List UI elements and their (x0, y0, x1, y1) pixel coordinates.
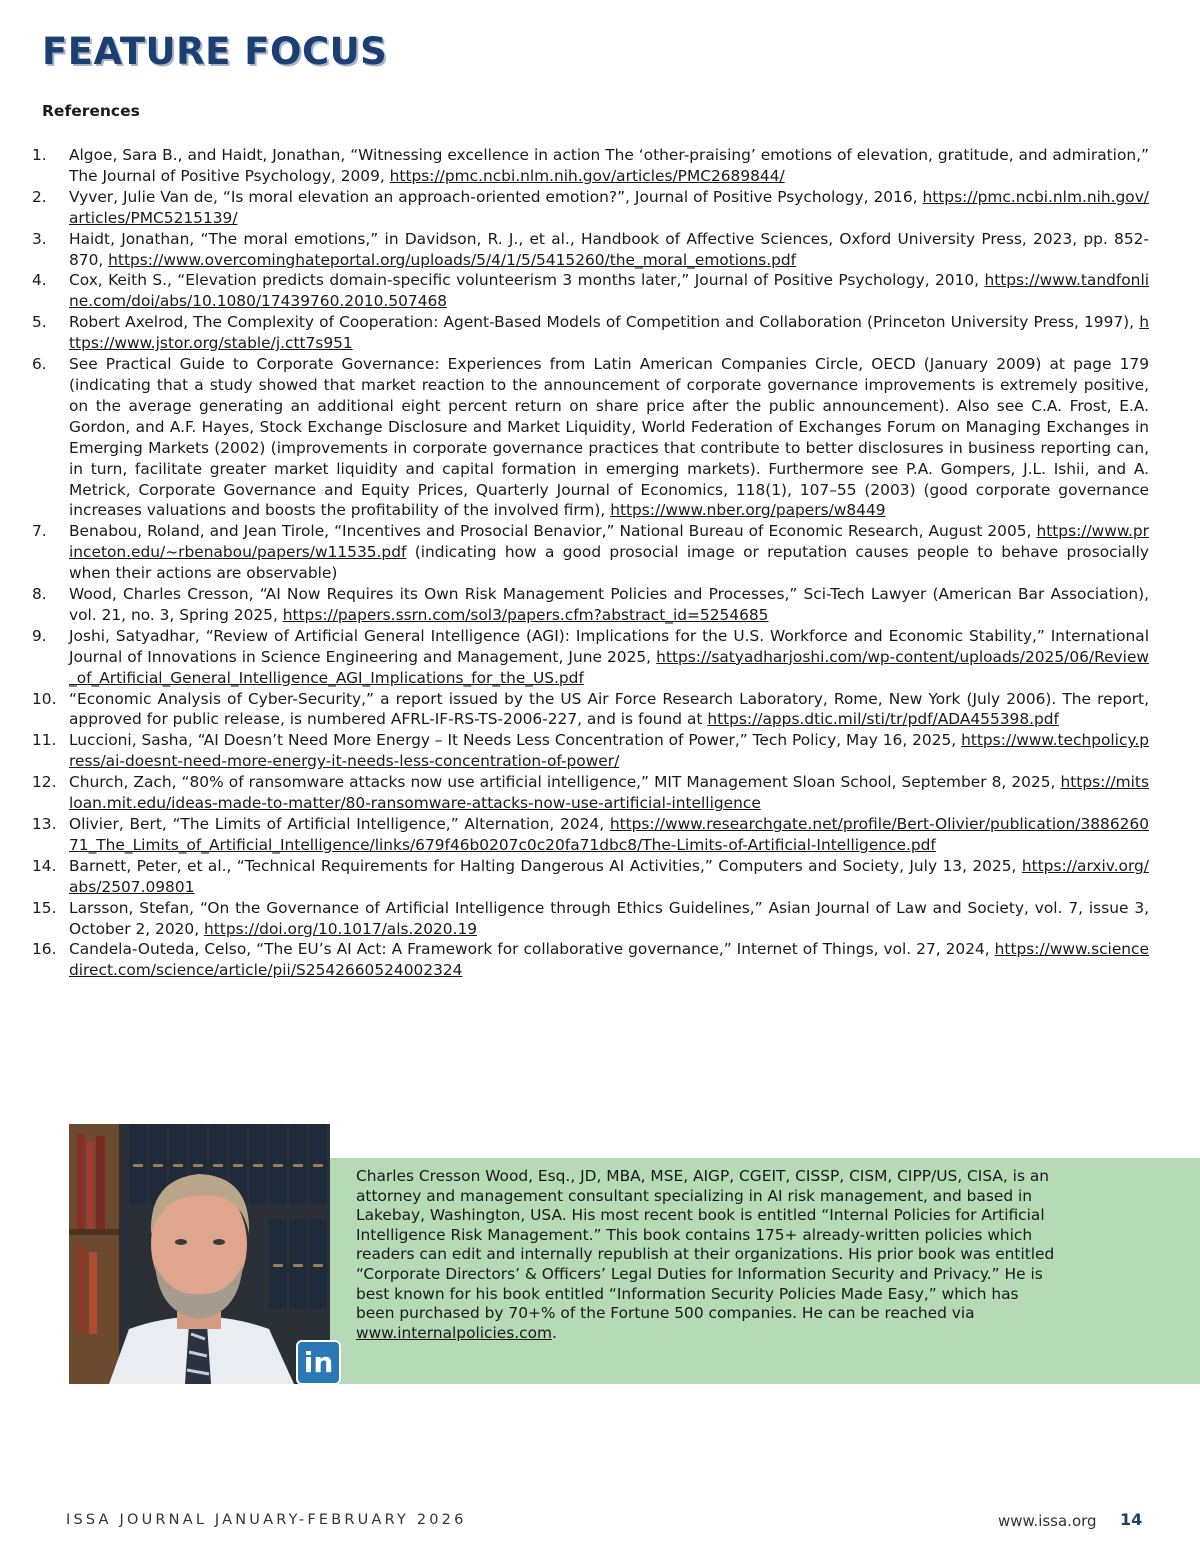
linkedin-label: in (303, 1346, 334, 1379)
reference-text: Larsson, Stefan, “On the Governance of Artificial Intelligence through Ethics Guidelines,” Asian Journal of Law and Society, vol. 7, issue 3, October 2, 2020, (69, 898, 1149, 938)
reference-item (32, 626, 1149, 689)
reference-number: 8. (32, 585, 47, 604)
reference-item (32, 312, 1149, 354)
reference-text: Vyver, Julie Van de, “Is moral elevation an approach-oriented emotion?”, Journal of Positive Psychology, 2016, (69, 187, 923, 206)
reference-link[interactable]: https://satyadharjoshi.com/wp-content/uploads/2025/06/Review_of_Artificial_General_Intelligence_AGI_Implications_for_the_US.pdf (69, 647, 1149, 687)
reference-item (32, 898, 1149, 940)
reference-number: 2. (32, 187, 47, 206)
reference-link[interactable]: https://pmc.ncbi.nlm.nih.gov/articles/PMC2689844/ (389, 166, 785, 185)
reference-number: 12. (32, 773, 57, 792)
reference-item (32, 730, 1149, 772)
reference-item (32, 229, 1149, 271)
reference-link[interactable]: https://www.researchgate.net/profile/Bert-Olivier/publication/388626071_The_Limits_of_Artificial_Intelligence/links/679f46b0207c0c20fa71dbc8/The-Limits-of-Artificial-Intelligence.pdf (69, 815, 1149, 854)
reference-number: 16. (32, 940, 57, 959)
reference-text: Robert Axelrod, The Complexity of Cooperation: Agent-Based Models of Competition and Collaboration (Princeton University Press, 1997), (69, 313, 1140, 332)
author-bio-text: Charles Cresson Wood, Esq., JD, MBA, MSE, AIGP, CGEIT, CISSP, CISM, CIPP/US, CISA, is an attorney and management consultant specializing in AI risk management, and based in Lakebay, Washington, USA. His most recent book is entitled “Internal Policies for Artificial Intelligence Risk Management.” This book contains 175+ already-written policies which readers can edit and internally republish at their organizations. His prior book was entitled “Corporate Directors’ & Officers’ Legal Duties for Information Security and Privacy.” He is best known for his book entitled “Information Security Policies Made Easy,” which has been purchased by 70+% of the Fortune 500 companies. He can be reached via (356, 1167, 1055, 1323)
page-title: FEATURE FOCUS (42, 30, 388, 73)
author-bio-text-end: . (552, 1323, 557, 1342)
reference-number: 5. (32, 313, 47, 332)
reference-text: Wood, Charles Cresson, “AI Now Requires its Own Risk Management Policies and Processes,” Sci-Tech Lawyer (American Bar Association), vol. 21, no. 3, Spring 2025, (69, 585, 1149, 624)
reference-item (32, 689, 1149, 731)
reference-item (32, 939, 1149, 981)
reference-number: 15. (32, 898, 57, 917)
reference-number: 7. (32, 522, 47, 541)
reference-text: “Economic Analysis of Cyber-Security,” a report issued by the US Air Force Research Laboratory, Rome, New York (July 2006). The report, approved for public release, is numbered AFRL-IF-RS-TS-2006-227, and is found at (69, 689, 1149, 729)
reference-link[interactable]: https://www.overcominghateportal.org/uploads/5/4/1/5/5415260/the_moral_emotions.pdf (108, 250, 797, 269)
reference-item (32, 856, 1149, 898)
reference-number: 4. (32, 271, 47, 290)
reference-number: 6. (32, 355, 47, 374)
footer-journal: ISSA JOURNAL JANUARY-FEBRUARY 2026 (66, 1512, 467, 1528)
reference-text: Cox, Keith S., “Elevation predicts domain-specific volunteerism 3 months later,” Journal of Positive Psychology, 2010, (69, 271, 985, 290)
reference-item (32, 584, 1149, 626)
reference-item (32, 772, 1149, 814)
reference-link[interactable]: https://pmc.ncbi.nlm.nih.gov/articles/PMC5215139/ (69, 187, 1149, 227)
reference-number: 13. (32, 815, 57, 833)
reference-item (32, 814, 1149, 856)
reference-text: Haidt, Jonathan, “The moral emotions,” in Davidson, R. J., et al., Handbook of Affective Sciences, Oxford University Press, 2023, pp. 852-870, (69, 229, 1149, 269)
footer-site-link[interactable]: www.issa.org (998, 1512, 1097, 1530)
reference-item (32, 145, 1149, 187)
author-website-link[interactable]: www.internalpolicies.com (356, 1323, 553, 1342)
references-list (32, 145, 1149, 981)
author-portrait-image (69, 1124, 330, 1384)
reference-link[interactable]: https://papers.ssrn.com/sol3/papers.cfm?abstract_id=5254685 (282, 605, 769, 624)
reference-link[interactable]: https://www.sciencedirect.com/science/article/pii/S2542660524002324 (69, 940, 1149, 980)
reference-link[interactable]: https://www.tandfonline.com/doi/abs/10.1080/17439760.2010.507468 (69, 271, 1149, 311)
reference-item (32, 354, 1149, 521)
reference-number: 1. (32, 146, 47, 164)
reference-text: Algoe, Sara B., and Haidt, Jonathan, “Witnessing excellence in action The ‘other-praising’ emotions of elevation, gratitude, and admiration,” The Journal of Positive Psychology, 2009, (69, 146, 1149, 185)
reference-number: 9. (32, 626, 47, 645)
page-number: 14 (1120, 1510, 1143, 1529)
reference-text: Candela-Outeda, Celso, “The EU’s AI Act: A Framework for collaborative governance,” Internet of Things, vol. 27, 2024, (69, 940, 995, 959)
reference-link[interactable]: https://www.princeton.edu/~rbenabou/papers/w11535.pdf (69, 522, 1149, 562)
reference-text: Benabou, Roland, and Jean Tirole, “Incentives and Prosocial Benavior,” National Bureau of Economic Research, August 2005, (69, 522, 1037, 541)
reference-link[interactable]: https://www.nber.org/papers/w8449 (610, 501, 886, 520)
reference-text: Joshi, Satyadhar, “Review of Artificial General Intelligence (AGI): Implications for the U.S. Workforce and Economic Stability,” International Journal of Innovations in Science Engineering and Management, June 2025, (69, 626, 1149, 666)
reference-link[interactable]: https://arxiv.org/abs/2507.09801 (69, 856, 1149, 896)
author-bio (356, 1167, 1056, 1343)
linkedin-icon[interactable] (296, 1340, 341, 1385)
references-heading: References (42, 102, 140, 120)
reference-text: See Practical Guide to Corporate Governance: Experiences from Latin American Companies Circle, OECD (January 2009) at page 179 (indicating that a study showed that market reaction to the announcement of corporate governance improvements is extremely positive, on the average generating an additional eight percent return on share price after the public announcement). Also see C.A. Frost, E.A. Gordon, and A.F. Hayes, Stock Exchange Disclosure and Market Liquidity, World Federation of Exchanges Forum on Managing Exchanges in Emerging Markets (2002) (improvements in corporate governance practices that contribute to better disclosures in business reporting can, in turn, facilitate greater market liquidity and capital formation in emerging markets). Furthermore see P.A. Gompers, J.L. Ishii, and A. Metrick, Corporate Governance and Equity Prices, Quarterly Journal of Economics, 118(1), 107–55 (2003) (good corporate governance increases valuations and boosts the profitability of the involved firm), (69, 355, 1149, 520)
reference-text: Luccioni, Sasha, “AI Doesn’t Need More Energy – It Needs Less Concentration of Power,” Tech Policy, May 16, 2025, (69, 731, 962, 750)
reference-text-after: (indicating how a good prosocial image or reputation causes people to behave prosocially when their actions are observable) (69, 543, 1149, 583)
reference-link[interactable]: https://doi.org/10.1017/als.2020.19 (204, 919, 478, 938)
reference-item (32, 270, 1149, 312)
author-photo (69, 1124, 330, 1384)
reference-text: Barnett, Peter, et al., “Technical Requirements for Halting Dangerous AI Activities,” Computers and Society, July 13, 2025, (69, 856, 1022, 875)
reference-item (32, 521, 1149, 584)
reference-link[interactable]: https://apps.dtic.mil/sti/tr/pdf/ADA455398.pdf (707, 710, 1059, 729)
reference-item (32, 187, 1149, 229)
reference-link[interactable]: https://mitsloan.mit.edu/ideas-made-to-matter/80-ransomware-attacks-now-use-artificial-intelligence (69, 773, 1149, 813)
reference-number: 10. (32, 689, 57, 708)
reference-number: 11. (32, 731, 57, 750)
reference-number: 3. (32, 229, 47, 248)
reference-link[interactable]: https://www.techpolicy.press/ai-doesnt-need-more-energy-it-needs-less-concentration-of-power/ (69, 731, 1149, 771)
reference-number: 14. (32, 856, 57, 875)
reference-text: Church, Zach, “80% of ransomware attacks now use artificial intelligence,” MIT Management Sloan School, September 8, 2025, (69, 773, 1061, 792)
reference-link[interactable]: https://www.jstor.org/stable/j.ctt7s951 (69, 313, 1149, 353)
reference-text: Olivier, Bert, “The Limits of Artificial Intelligence,” Alternation, 2024, (69, 815, 610, 833)
